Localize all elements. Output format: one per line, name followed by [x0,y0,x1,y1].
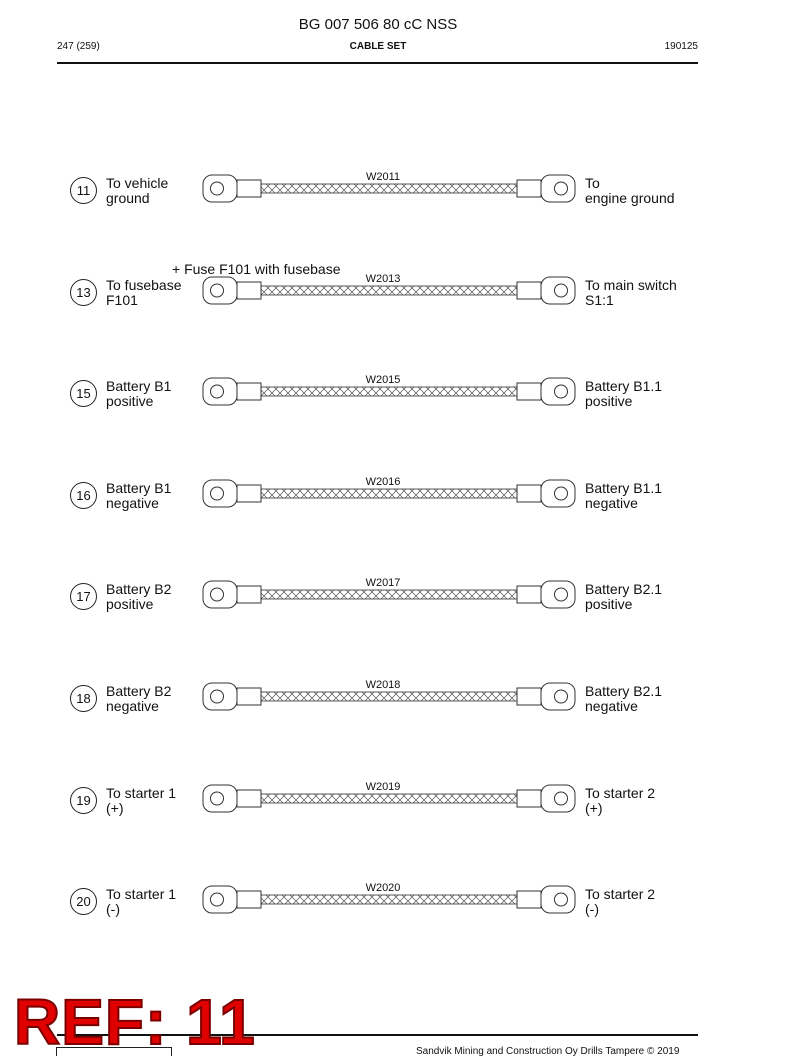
reference-stamp: REF: 11 [14,986,256,1058]
cable-code: W2013 [365,273,401,285]
header-rule [57,62,698,64]
cable-row [0,476,794,539]
cable-drawing [200,580,580,610]
cable-row [0,577,794,640]
cable-drawing [200,479,580,509]
cable-left-label: To vehicle ground [106,175,169,206]
cable-row [0,882,794,945]
item-number: 15 [70,380,97,407]
cable-left-label: Battery B1 negative [106,480,172,511]
cable-drawing [200,885,580,915]
cable-right-label: To starter 2 (+) [585,785,656,816]
cable-code: W2019 [365,781,401,793]
cable-left-label: To starter 1 (-) [106,886,177,917]
item-number: 16 [70,482,97,509]
section-title: CABLE SET [349,41,407,52]
cable-code: W2015 [365,374,401,386]
cable-left-label: Battery B1 positive [106,378,172,409]
item-number: 17 [70,583,97,610]
document-title: BG 007 506 80 cC NSS [298,16,458,33]
cable-right-label: Battery B1.1 positive [585,378,663,409]
date-code: 190125 [664,41,698,52]
footer-copyright: Sandvik Mining and Construction Oy Drills Tampere © 2019 [416,1046,680,1057]
cable-drawing [200,174,580,204]
cable-right-label: To main switch S1:1 [585,277,677,308]
cable-right-label: To engine ground [585,175,675,206]
cable-drawing [200,377,580,407]
cable-row [0,781,794,844]
cable-row [0,171,794,234]
item-number: 13 [70,279,97,306]
item-number: 18 [70,685,97,712]
cable-extra-note: + Fuse F101 with fusebase [172,261,341,277]
cable-code: W2011 [365,171,401,183]
cable-left-label: Battery B2 positive [106,581,172,612]
item-number: 20 [70,888,97,915]
cable-row [0,374,794,437]
cable-drawing [200,784,580,814]
cable-code: W2020 [365,882,401,894]
cable-drawing [200,682,580,712]
cable-right-label: To starter 2 (-) [585,886,656,917]
cable-left-label: Battery B2 negative [106,683,172,714]
cable-left-label: To fusebase F101 [106,277,182,308]
item-number: 19 [70,787,97,814]
page-number: 247 (259) [57,41,100,52]
cable-code: W2016 [365,476,401,488]
cable-right-label: Battery B2.1 negative [585,683,663,714]
cable-code: W2017 [365,577,401,589]
cable-code: W2018 [365,679,401,691]
cable-right-label: Battery B1.1 negative [585,480,663,511]
cable-left-label: To starter 1 (+) [106,785,177,816]
cable-right-label: Battery B2.1 positive [585,581,663,612]
cable-drawing [200,276,580,306]
cable-row [0,261,794,336]
cable-row [0,679,794,742]
item-number: 11 [70,177,97,204]
